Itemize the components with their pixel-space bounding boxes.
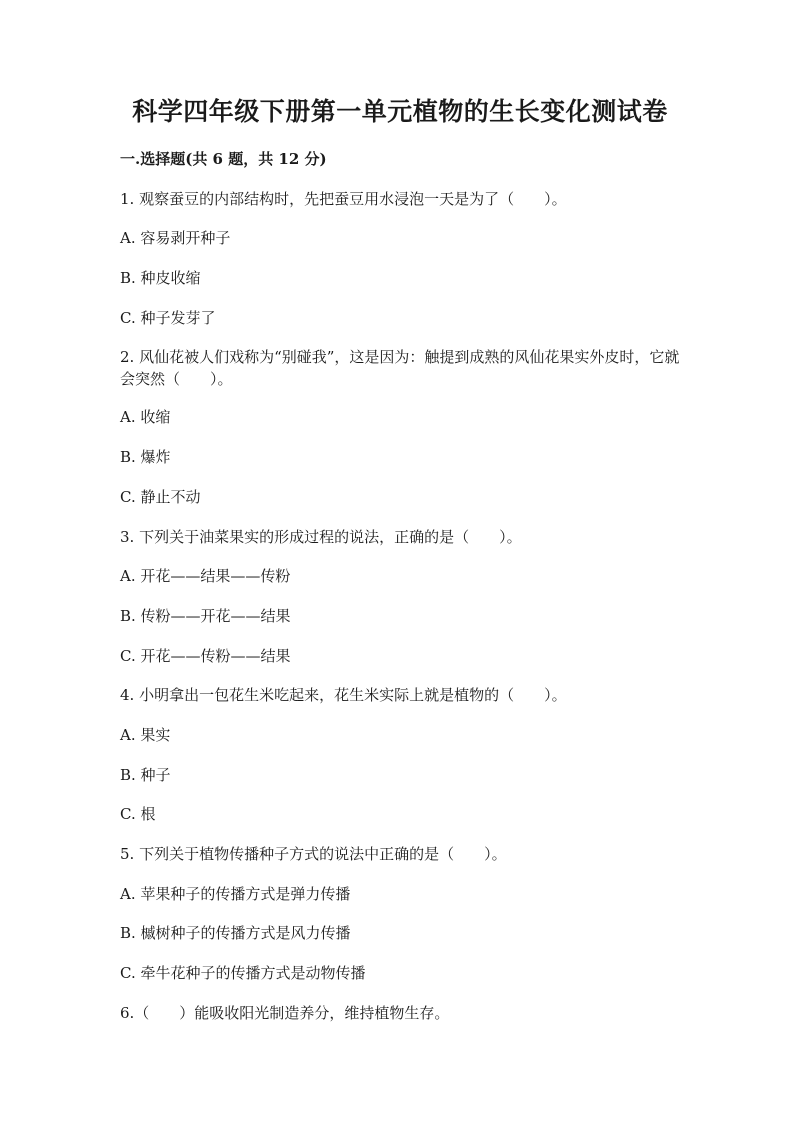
section-heading: 一.选择题(共 6 题，共 12 分)	[120, 150, 327, 168]
question-1-option-b: B. 种皮收缩	[120, 269, 201, 287]
question-5-option-c: C. 牵牛花种子的传播方式是动物传播	[120, 964, 366, 982]
question-6-stem: 6.（ ）能吸收阳光制造养分，维持植物生存。	[120, 1004, 450, 1022]
question-2-option-c: C. 静止不动	[120, 488, 201, 506]
question-3-option-a: A. 开花——结果——传粉	[120, 567, 291, 585]
question-3-option-c: C. 开花——传粉——结果	[120, 647, 291, 665]
question-3-stem: 3. 下列关于油菜果实的形成过程的说法，正确的是（ ）。	[120, 528, 522, 546]
question-4-option-c: C. 根	[120, 805, 156, 823]
question-2-option-a: A. 收缩	[120, 408, 171, 426]
question-5-stem: 5. 下列关于植物传播种子方式的说法中正确的是（ ）。	[120, 845, 507, 863]
question-1-stem: 1. 观察蚕豆的内部结构时，先把蚕豆用水浸泡一天是为了（ ）。	[120, 190, 567, 208]
question-4-option-a: A. 果实	[120, 726, 171, 744]
question-3-option-b: B. 传粉——开花——结果	[120, 607, 291, 625]
question-4-option-b: B. 种子	[120, 766, 171, 784]
question-4-stem: 4. 小明拿出一包花生米吃起来，花生米实际上就是植物的（ ）。	[120, 686, 567, 704]
question-2-option-b: B. 爆炸	[120, 448, 171, 466]
question-5-option-b: B. 槭树种子的传播方式是风力传播	[120, 924, 351, 942]
question-1-option-a: A. 容易剥开种子	[120, 229, 231, 247]
question-2-stem: 2. 风仙花被人们戏称为“别碰我”，这是因为：触提到成熟的风仙花果实外皮时，它就会突然（ ）。	[120, 348, 680, 388]
question-5-option-a: A. 苹果种子的传播方式是弹力传播	[120, 885, 351, 903]
page-title: 科学四年级下册第一单元植物的生长变化测试卷	[132, 97, 668, 126]
question-1-option-c: C. 种子发芽了	[120, 309, 216, 327]
